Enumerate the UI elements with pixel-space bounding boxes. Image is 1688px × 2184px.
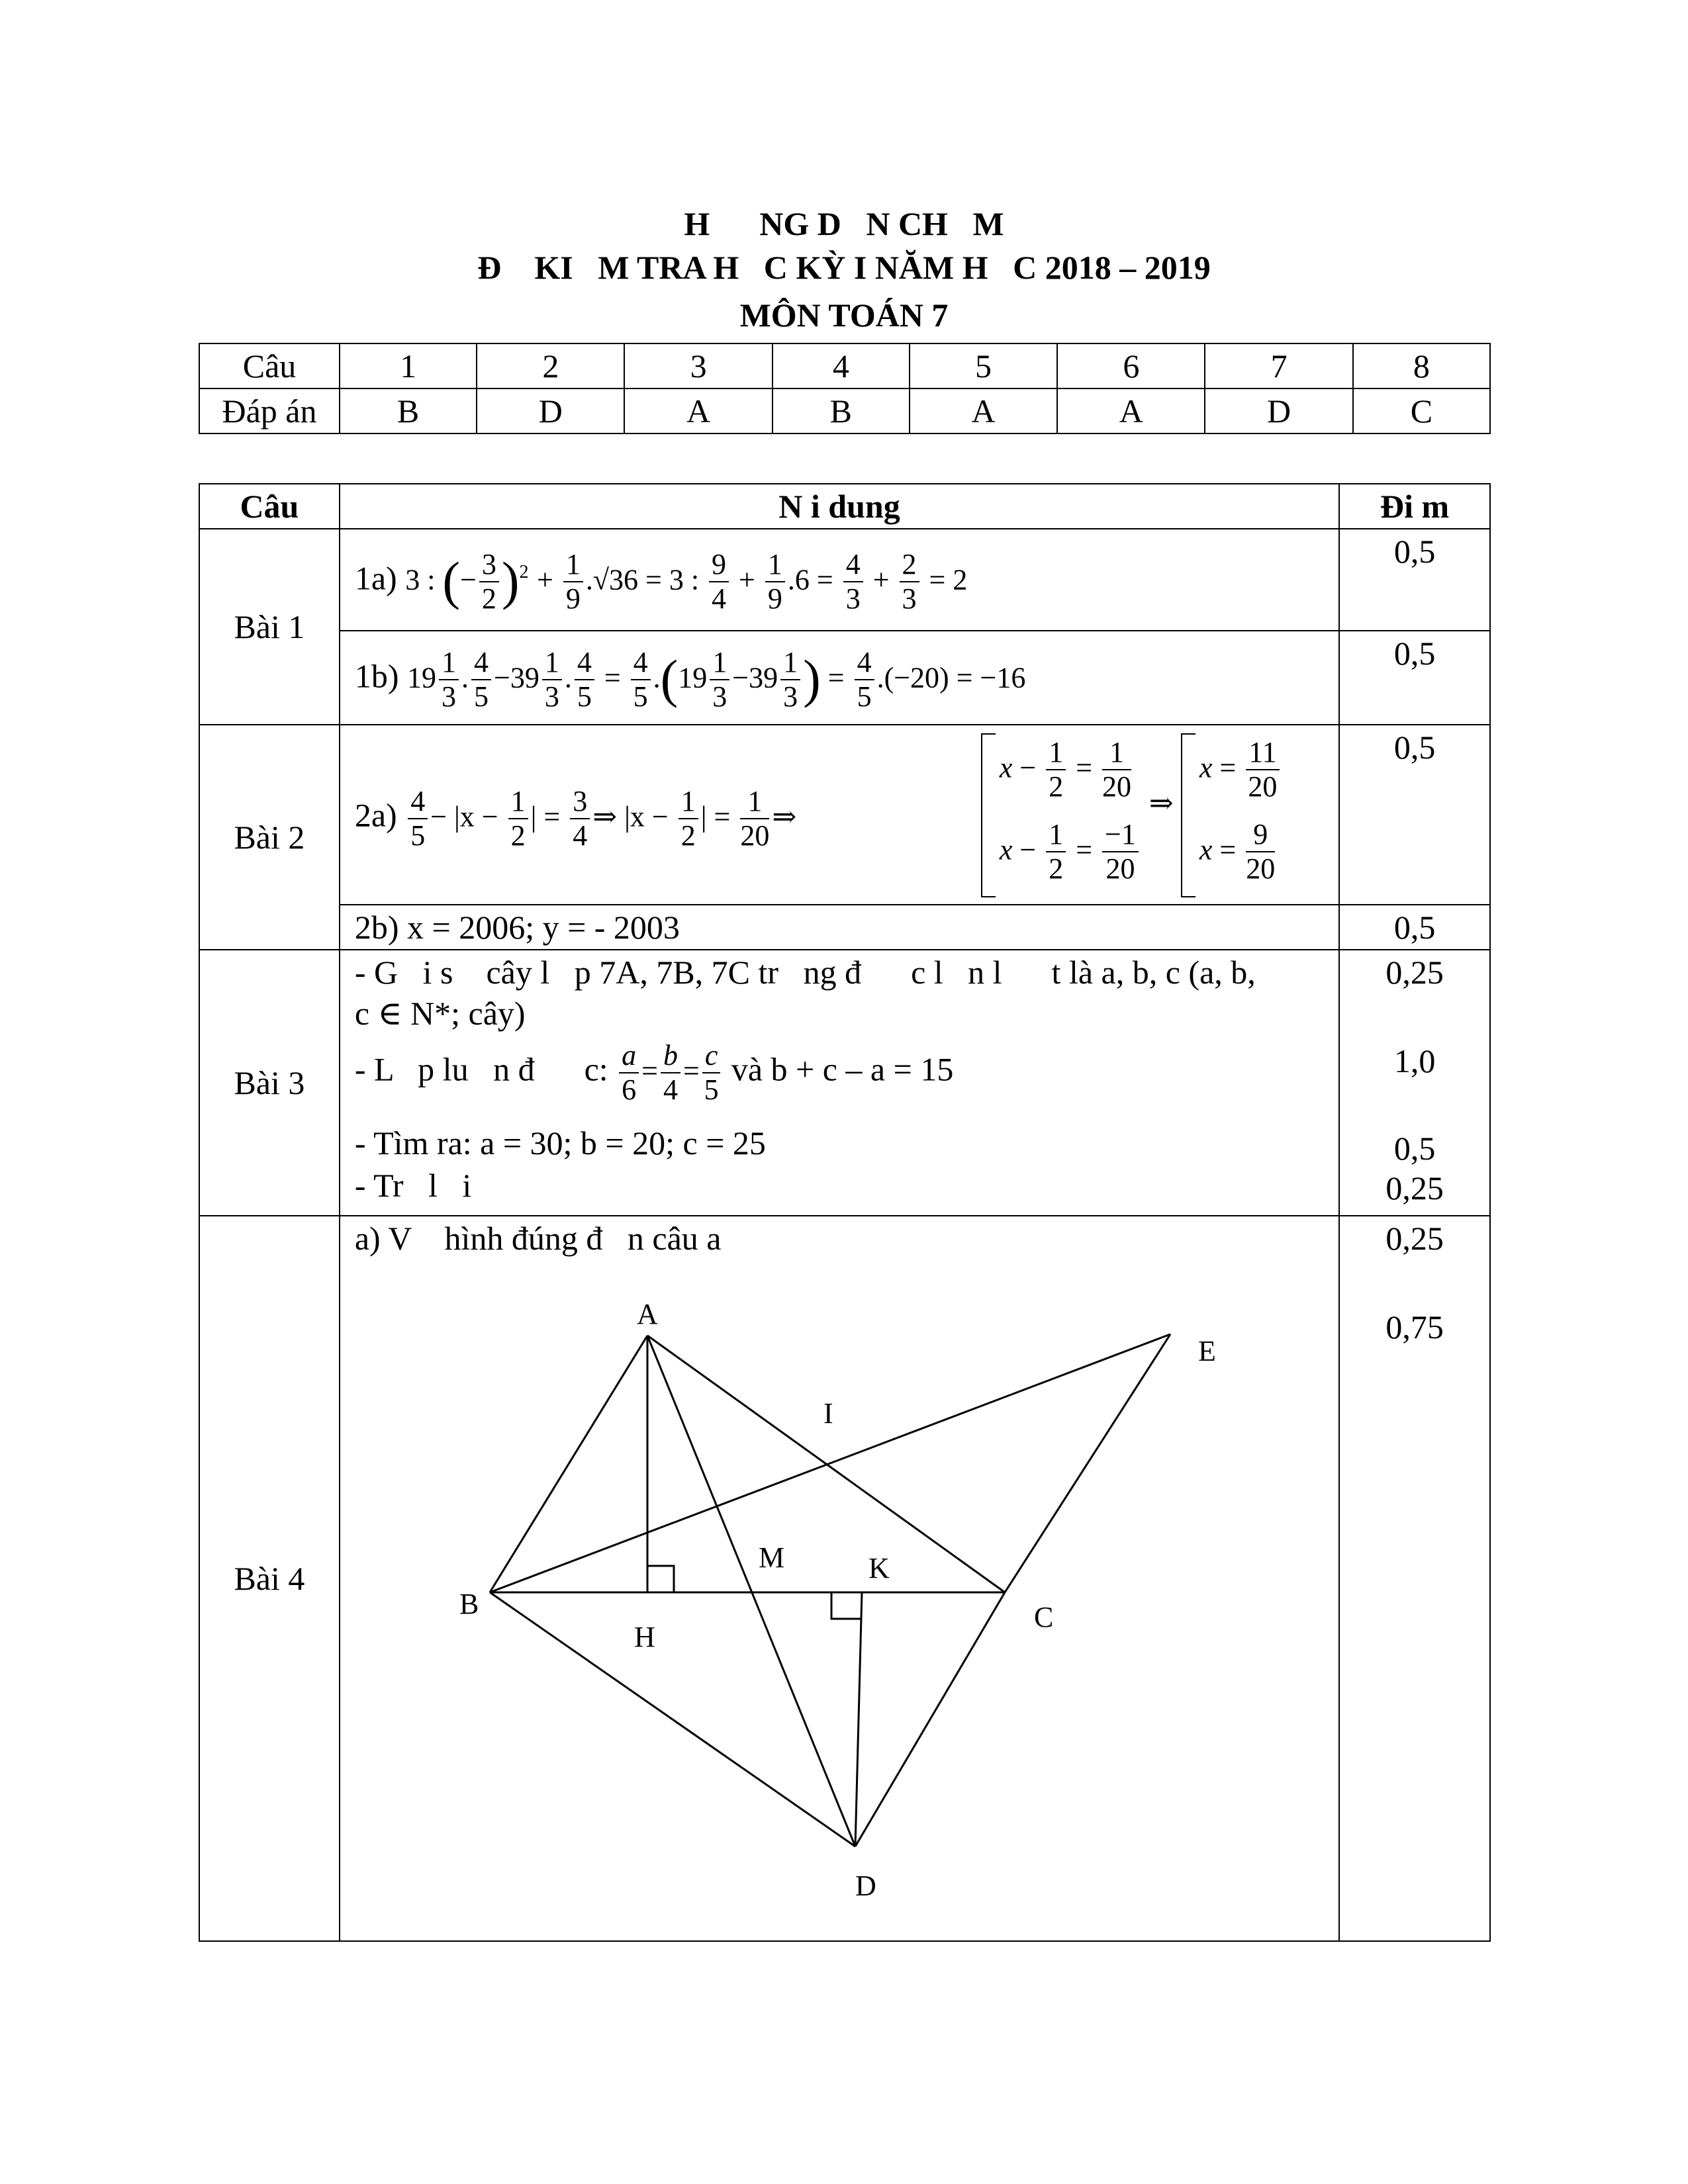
bai3-line5: - Tr l i: [354, 1167, 472, 1204]
bai4-content: [340, 1216, 1339, 1941]
bai2-a-math: 2a) $\frac{4}{5}$ − |x − $\frac{1}{2}$ | = $\frac{3}{4}$ ⇒ |x − $\frac{1}{2}$ | = $\frac{1}{20}$ ⇒: [354, 785, 797, 852]
point-label-H: H: [633, 1621, 655, 1653]
bai2-case-1b: x − $\frac{1}{2}$ = $\frac{-1}{20}$: [1000, 818, 1141, 886]
answer-key-label-cau: Câu: [199, 343, 340, 388]
geometry-figure: [340, 1216, 1340, 1940]
segment-DK: [855, 1592, 862, 1846]
header-noidung: N i dung: [340, 484, 1339, 529]
point-label-B: B: [459, 1588, 479, 1620]
bai3-line3-prefix: - L p lu n đ c:: [354, 1050, 608, 1088]
bai3-line3-suffix: và b + c – a = 15: [731, 1050, 954, 1088]
point-label-M: M: [758, 1541, 784, 1574]
bai3-line1: - G i s cây l p 7A, 7B, 7C tr ng đ c l n l t là a, b, c (a, b,: [354, 954, 1256, 991]
bai3-score-2: 1,0: [1393, 1042, 1436, 1079]
bai1-a-content: [340, 529, 1339, 631]
answer-letter: B: [773, 388, 910, 433]
bai1-b-math: 1b) 19 $\frac{1}{3}$ . $\frac{4}{5}$ −39 $\frac{1}{3}$ . $\frac{4}{5}$ = $\frac{4}{5}$ .(19 $\frac{1}{3}$ −39 $\frac{1}{3}$ ) = $\frac{4}{5}$ .(−20) = −16: [354, 646, 1026, 713]
answer-letter: C: [1353, 388, 1490, 433]
doc-title-line3: MÔN TOÁN 7: [739, 296, 949, 334]
segment-AB: [490, 1336, 647, 1592]
point-label-D: D: [855, 1870, 876, 1902]
grading-table: [199, 483, 1491, 1942]
bai1-a-score: 0,5: [1339, 529, 1490, 631]
bai3-row: [199, 950, 1490, 1216]
bai1-a-math: 1a) 3 : (− $\frac{3}{2}$ )$^2$ + $\frac{1}{9}$ .√36 = 3 : $\frac{9}{4}$ + $\frac{1}{9}$ .6 = $\frac{4}{3}$ + $\frac{2}{3}$ = 2: [354, 548, 968, 615]
bai4-score-2: 0,75: [1385, 1308, 1444, 1345]
bai2-a-label: 2a): [354, 796, 397, 834]
bai3-line2: c ∈ N*; cây): [354, 995, 526, 1032]
question-number: 5: [910, 343, 1057, 388]
bai4-label: Bài 4: [199, 1216, 340, 1941]
question-number: 6: [1057, 343, 1205, 388]
bai3-scores: [1339, 950, 1490, 1216]
question-number: 2: [477, 343, 624, 388]
answer-letter: A: [910, 388, 1057, 433]
segment-BD: [490, 1592, 855, 1846]
bai2-label: Bài 2: [199, 725, 340, 950]
bai3-score-3: 0,5: [1393, 1130, 1436, 1167]
bai2-a-score: 0,5: [1339, 725, 1490, 905]
bai1-label: Bài 1: [199, 529, 340, 725]
answer-key-table: [199, 343, 1491, 434]
answer-letter: D: [477, 388, 624, 433]
header-diem: Đi m: [1339, 484, 1490, 529]
question-number: 7: [1205, 343, 1352, 388]
answer-key-answer-row: [199, 388, 1490, 433]
point-label-K: K: [868, 1552, 890, 1584]
bai2-b-score: 0,5: [1339, 905, 1490, 950]
point-label-I: I: [823, 1397, 833, 1430]
grading-table-header: [199, 484, 1490, 529]
point-label-A: A: [636, 1298, 658, 1330]
bai2-bracket-1: [981, 733, 996, 897]
bai4-score-1: 0,25: [1385, 1220, 1444, 1257]
question-number: 8: [1353, 343, 1490, 388]
bai1-b-score: 0,5: [1339, 631, 1490, 725]
bai3-content: [340, 950, 1339, 1216]
bai3-line3: - L p lu n đ c: $\frac{a}{6}$ = $\frac{b}{4}$ = $\frac{c}{5}$ và b + c – a = 15: [354, 1039, 954, 1106]
bai2-implies: ⇒: [1149, 787, 1174, 819]
question-number: 4: [773, 343, 910, 388]
point-label-E: E: [1197, 1335, 1216, 1367]
bai2-case-2b: x = $\frac{9}{20}$: [1199, 818, 1276, 885]
answer-letter: B: [340, 388, 477, 433]
question-number: 3: [624, 343, 772, 388]
bai2-row-b: [199, 905, 1490, 950]
bai1-a-label: 1a): [354, 559, 397, 597]
answer-letter: A: [624, 388, 772, 433]
bai2-row-a: [199, 725, 1490, 905]
segment-EC: [1005, 1334, 1170, 1592]
bai3-score-1: 0,25: [1385, 954, 1444, 991]
bai3-label: Bài 3: [199, 950, 340, 1216]
bai2-case-1a: x − $\frac{1}{2}$ = $\frac{1}{20}$: [999, 736, 1132, 803]
answer-letter: A: [1057, 388, 1205, 433]
bai3-score-4: 0,25: [1385, 1169, 1444, 1206]
answer-key-label-dapan: Đáp án: [199, 388, 340, 433]
bai3-line4: - Tìm ra: a = 30; b = 20; c = 25: [354, 1124, 766, 1161]
bai1-row-a: [199, 529, 1490, 631]
question-number: 1: [340, 343, 477, 388]
bai4-row: [199, 1216, 1490, 1941]
segment-BE: [490, 1334, 1170, 1592]
bai4-scores: [1339, 1216, 1490, 1941]
answer-key-question-row: [199, 343, 1490, 388]
header-cau: Câu: [199, 484, 340, 529]
point-label-C: C: [1033, 1601, 1054, 1633]
bai2-b-content: 2b) x = 2006; y = - 2003: [340, 905, 1339, 950]
bai2-a-content: [340, 725, 1339, 905]
answer-letter: D: [1205, 388, 1352, 433]
segment-CD: [855, 1592, 1005, 1846]
bai1-row-b: [199, 631, 1490, 725]
bai4-line1: a) V hình đúng đ n câu a: [354, 1220, 722, 1257]
bai2-bracket-2: [1181, 733, 1196, 897]
doc-title-line1: H NG D N CH M: [684, 205, 1004, 242]
bai1-b-content: [340, 631, 1339, 725]
bai2-case-2a: x = $\frac{11}{20}$: [1199, 736, 1282, 803]
right-angle-H: [647, 1566, 674, 1592]
right-angle-K: [831, 1592, 861, 1619]
bai1-b-label: 1b): [354, 657, 399, 695]
doc-title-line2: Đ KI M TRA H C KỲ I NĂM H C 2018 – 2019: [477, 249, 1211, 286]
